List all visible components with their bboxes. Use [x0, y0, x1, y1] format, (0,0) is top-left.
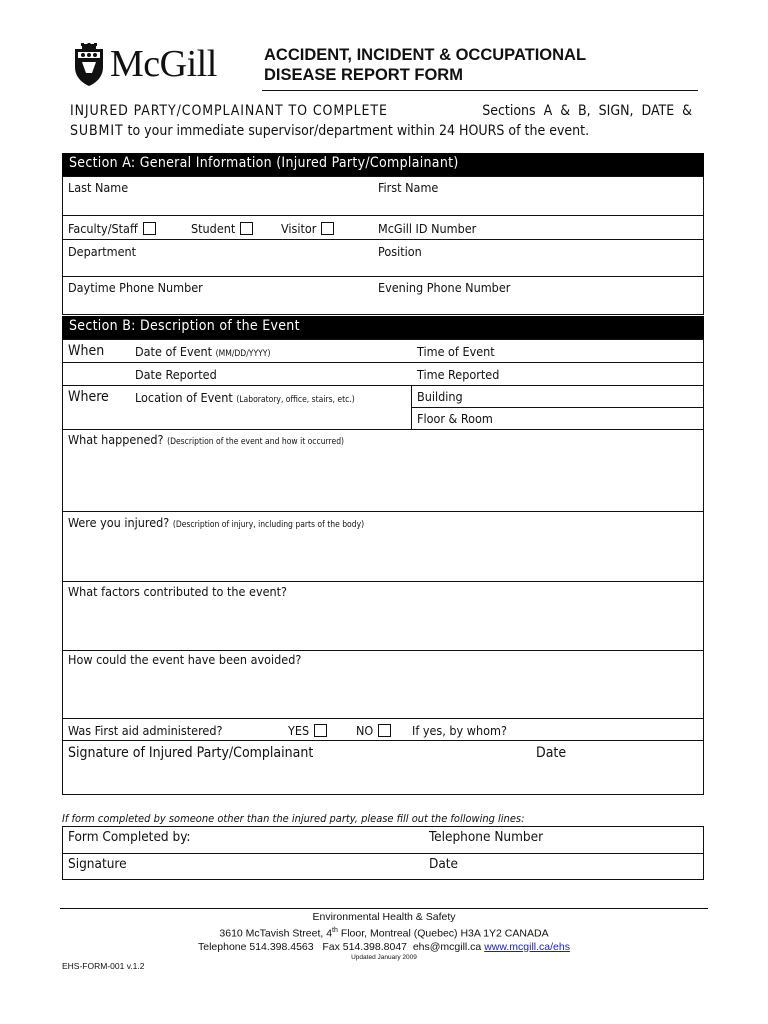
building-label: Building [417, 389, 463, 404]
time-of-event-label: Time of Event [417, 344, 495, 359]
mcgill-id-label: McGill ID Number [378, 221, 477, 236]
section-b-divider [62, 740, 704, 741]
other-party-divider [62, 853, 704, 854]
daytime-phone-field[interactable] [64, 296, 372, 313]
telephone-field[interactable] [550, 828, 702, 852]
footer-contact-text: Telephone 514.398.4563 Fax 514.398.8047 ehs@mcgill.ca [198, 940, 482, 953]
section-a-divider [62, 239, 704, 240]
signature-date-field[interactable] [530, 763, 702, 793]
what-happened-field[interactable] [64, 450, 702, 509]
avoided-field[interactable] [64, 670, 702, 716]
position-field[interactable] [376, 259, 702, 275]
section-a-header: Section A: General Information (Injured Party/Complainant) [62, 153, 704, 176]
footer-block [0, 911, 768, 962]
form-title-line2: DISEASE REPORT FORM [264, 66, 463, 84]
other-date-label: Date [429, 856, 459, 872]
where-label: Where [68, 389, 109, 405]
footer-address [0, 924, 768, 941]
instructions-rest-2: to your immediate supervisor/department within 24 HOURS of the event. [127, 123, 590, 139]
by-whom-field[interactable] [522, 720, 702, 739]
other-signature-label: Signature [68, 856, 127, 872]
yes-option [288, 723, 327, 738]
evening-phone-field[interactable] [376, 296, 702, 313]
mcgill-logo-text: McGill [110, 43, 217, 85]
what-happened-hint: (Description of the event and how it occurred) [167, 437, 345, 447]
section-b-divider [62, 650, 704, 651]
section-b-divider [62, 362, 704, 363]
first-name-label: First Name [378, 180, 439, 195]
section-b-divider [62, 385, 704, 386]
location-hint: (Laboratory, office, stairs, etc.) [236, 395, 355, 405]
were-injured-text: Were you injured? [68, 515, 170, 530]
footer-contact [0, 941, 768, 954]
date-of-event-text: Date of Event [135, 344, 213, 359]
location-text: Location of Event [135, 390, 233, 405]
instructions-caps-2: SUBMIT [70, 123, 124, 139]
department-label: Department [68, 244, 137, 259]
form-title-line1: ACCIDENT, INCIDENT & OCCUPATIONAL [264, 46, 587, 64]
when-label: When [68, 343, 105, 359]
section-b-header: Section B: Description of the Event [62, 316, 704, 339]
visitor-option [281, 221, 334, 236]
telephone-label: Telephone Number [429, 829, 544, 845]
section-b-divider [62, 581, 704, 582]
floor-room-label: Floor & Room [417, 411, 493, 426]
building-divider [411, 385, 412, 429]
were-injured-field[interactable] [64, 532, 702, 579]
were-injured-hint: (Description of injury, including parts of the body) [172, 520, 365, 530]
date-reported-label: Date Reported [135, 367, 217, 382]
no-checkbox[interactable] [378, 724, 391, 737]
by-whom-label: If yes, by whom? [412, 723, 507, 738]
were-injured-label [68, 515, 364, 530]
faculty-staff-checkbox[interactable] [143, 222, 156, 235]
visitor-checkbox[interactable] [321, 222, 334, 235]
date-format-hint: (MM/DD/YYYY) [215, 349, 271, 359]
visitor-label: Visitor [281, 221, 317, 236]
section-b-divider [411, 407, 704, 408]
student-checkbox[interactable] [240, 222, 253, 235]
footer-address-post: Floor, Montreal (Quebec) H3A 1Y2 CANADA [340, 927, 549, 940]
instructions-line2 [70, 123, 589, 139]
faculty-staff-option [68, 221, 156, 236]
student-label: Student [191, 221, 236, 236]
completed-by-field[interactable] [196, 828, 424, 852]
footer-department: Environmental Health & Safety [312, 911, 456, 923]
avoided-label: How could the event have been avoided? [68, 652, 302, 667]
section-a-divider [62, 276, 704, 277]
student-option [191, 221, 253, 236]
footer-rule [60, 908, 708, 909]
yes-checkbox[interactable] [314, 724, 327, 737]
location-of-event-label [135, 390, 355, 405]
last-name-field[interactable] [64, 196, 372, 214]
daytime-phone-label: Daytime Phone Number [68, 280, 203, 295]
footer-website-link[interactable]: www.mcgill.ca/ehs [484, 940, 570, 953]
date-of-event-label [135, 344, 270, 359]
department-field[interactable] [64, 259, 372, 275]
instructions-line1 [70, 103, 692, 119]
other-signature-field[interactable] [130, 855, 424, 879]
signature-label: Signature of Injured Party/Complainant [68, 745, 314, 761]
signature-date-label: Date [536, 745, 567, 761]
footer-updated: Updated January 2009 [351, 953, 417, 961]
what-happened-label [68, 432, 344, 447]
completed-by-label: Form Completed by: [68, 829, 191, 845]
section-a-divider [62, 215, 704, 216]
time-reported-label: Time Reported [417, 367, 500, 382]
what-happened-text: What happened? [68, 432, 164, 447]
form-id: EHS-FORM-001 v.1.2 [62, 961, 145, 971]
factors-field[interactable] [64, 601, 702, 648]
footer-address-sup: th [332, 927, 338, 934]
other-date-field[interactable] [465, 855, 702, 879]
footer-address-pre: 3610 McTavish Street, 4 [219, 927, 333, 940]
signature-field[interactable] [64, 763, 524, 793]
factors-label: What factors contributed to the event? [68, 584, 288, 599]
instructions-rest-1: Sections A & B, SIGN, DATE & [482, 103, 692, 119]
no-option [356, 723, 391, 738]
section-b-divider [62, 429, 704, 430]
position-label: Position [378, 244, 422, 259]
mcgill-crest-icon [72, 43, 106, 87]
section-b-divider [62, 718, 704, 719]
no-label: NO [356, 723, 374, 738]
first-name-field[interactable] [376, 196, 702, 214]
last-name-label: Last Name [68, 180, 129, 195]
section-b-divider [62, 511, 704, 512]
other-party-note: If form completed by someone other than the injured party, please fill out the following lines: [62, 812, 525, 825]
header-rule [262, 90, 698, 91]
yes-label: YES [288, 723, 310, 738]
faculty-staff-label: Faculty/Staff [68, 221, 138, 236]
instructions-caps-1: INJURED PARTY/COMPLAINANT TO COMPLETE [70, 103, 388, 119]
first-aid-label: Was First aid administered? [68, 723, 223, 738]
evening-phone-label: Evening Phone Number [378, 280, 511, 295]
mcgill-id-field[interactable] [490, 217, 702, 238]
